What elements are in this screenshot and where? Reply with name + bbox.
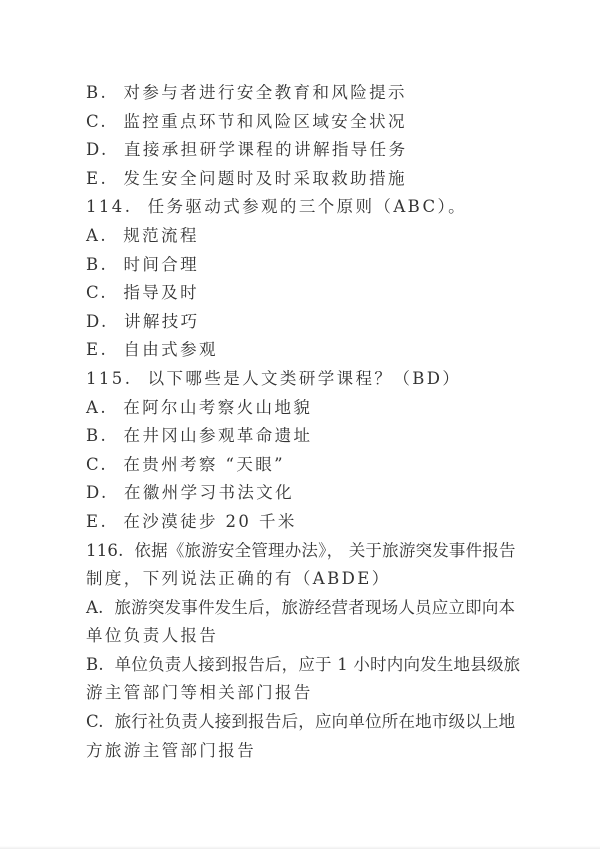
option-line: D. 直接承担研学课程的讲解指导任务 [86,140,408,160]
option-line: D. 讲解技巧 [86,311,200,331]
option-line: C. 在贵州考察 “天眼” [86,454,285,474]
option-line: A. 在阿尔山考察火山地貌 [86,397,313,417]
option-line-continuation: 方旅游主管部门报告 [86,740,257,760]
option-line: E. 在沙漠徒步 20 千米 [86,511,297,531]
option-line: C. 监控重点环节和风险区域安全状况 [86,111,407,131]
option-line: C. 旅行社负责人接到报告后，应向单位所在地市级以上地 [86,712,516,732]
question-line-115: 115. 以下哪些是人文类研学课程？（BD） [86,368,462,388]
option-line-continuation: 游主管部门等相关部门报告 [86,683,313,703]
option-line: E. 发生安全问题时及时采取救助措施 [86,168,407,188]
option-line: D. 在徽州学习书法文化 [86,483,295,503]
question-line-114: 114. 任务驱动式参观的三个原则（ABC）。 [86,197,468,217]
option-line: A. 规范流程 [86,225,199,245]
option-line-continuation: 单位负责人报告 [86,626,219,646]
option-line: C. 指导及时 [86,283,199,303]
question-line-116: 116. 依据《旅游安全管理办法》， 关于旅游突发事件报告 [86,540,516,560]
option-line: B. 时间合理 [86,254,200,274]
option-line: A. 旅游突发事件发生后，旅游经营者现场人员应立即向本 [86,597,516,617]
option-line: B. 对参与者进行安全教育和风险提示 [86,83,407,102]
option-line: E. 自由式参观 [86,340,218,360]
option-line: B. 在井冈山参观革命遗址 [86,426,313,446]
question-text-block [86,79,521,765]
option-line: B. 单位负责人接到报告后，应于 1 小时内向发生地县级旅 [86,654,521,674]
question-line-continuation: 制度，下列说法正确的有（ABDE） [86,569,391,589]
